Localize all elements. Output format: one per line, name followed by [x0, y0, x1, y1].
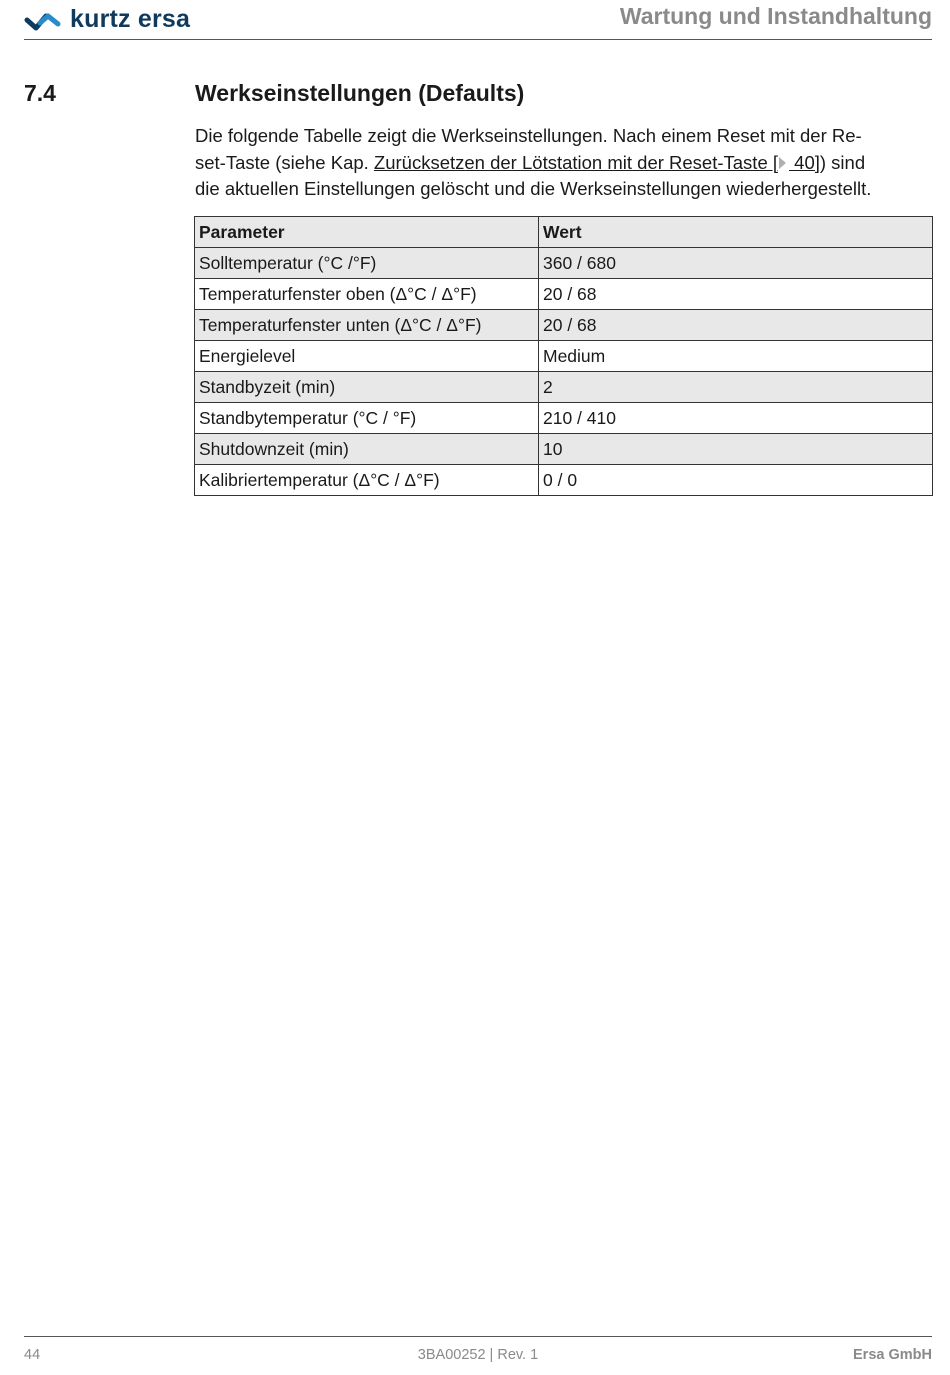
- table-row: [195, 434, 933, 465]
- table-row: [195, 465, 933, 496]
- intro-line-2: [195, 150, 932, 177]
- logo-mark-icon: [24, 7, 62, 31]
- column-header-value: Wert: [539, 217, 933, 248]
- parameter-cell: Standbytemperatur (°C / °F): [195, 403, 539, 434]
- page-number: 44: [24, 1347, 41, 1363]
- document-id: 3BA00252 | Rev. 1: [417, 1347, 539, 1363]
- reset-chapter-link[interactable]: [374, 152, 820, 173]
- intro-text-before-link: set-Taste (siehe Kap.: [195, 151, 374, 173]
- reset-chapter-link-text: Zurücksetzen der Lötstation mit der Reset-Taste [: [373, 151, 779, 173]
- table-row: [195, 403, 933, 434]
- value-cell: Medium: [539, 341, 933, 372]
- value-cell: 2: [539, 372, 933, 403]
- factory-defaults-table: [194, 216, 933, 496]
- table-row: [195, 310, 933, 341]
- company-name: Ersa GmbH: [853, 1347, 932, 1363]
- table-row: [195, 279, 933, 310]
- value-cell: 0 / 0: [539, 465, 933, 496]
- page-footer: [24, 1336, 932, 1375]
- parameter-cell: Energielevel: [195, 341, 539, 372]
- value-cell: 360 / 680: [539, 248, 933, 279]
- chapter-title: Wartung und Instandhaltung: [619, 3, 932, 29]
- parameter-cell: Kalibriertemperatur (Δ°C / Δ°F): [195, 465, 539, 496]
- value-cell: 10: [539, 434, 933, 465]
- intro-paragraph: [195, 123, 932, 203]
- intro-text-after-link: ) sind: [819, 151, 866, 173]
- parameter-cell: Temperaturfenster oben (Δ°C / Δ°F): [195, 279, 539, 310]
- value-cell: 20 / 68: [539, 310, 933, 341]
- parameter-cell: Temperaturfenster unten (Δ°C / Δ°F): [195, 310, 539, 341]
- logo-text: kurtz ersa: [70, 4, 191, 33]
- intro-line-1: Die folgende Tabelle zeigt die Werkseinstellungen. Nach einem Reset mit der Re-: [195, 125, 862, 146]
- value-cell: 20 / 68: [539, 279, 933, 310]
- table-row: [195, 341, 933, 372]
- page-header: [24, 0, 932, 40]
- section-title: Werkseinstellungen (Defaults): [195, 80, 525, 106]
- column-header-parameter: Parameter: [195, 217, 539, 248]
- table-header-row: [195, 217, 933, 248]
- table-row: [195, 248, 933, 279]
- section-number: 7.4: [24, 80, 56, 106]
- reset-chapter-link-page: 40]: [789, 151, 820, 173]
- kurtz-ersa-logo: [24, 5, 190, 33]
- table-row: [195, 372, 933, 403]
- parameter-cell: Shutdownzeit (min): [195, 434, 539, 465]
- page-reference-arrow-icon: [779, 157, 786, 169]
- value-cell: 210 / 410: [539, 403, 933, 434]
- parameter-cell: Solltemperatur (°C /°F): [195, 248, 539, 279]
- intro-line-3: die aktuellen Einstellungen gelöscht und die Werkseinstellungen wiederhergestellt.: [195, 178, 872, 199]
- parameter-cell: Standbyzeit (min): [195, 372, 539, 403]
